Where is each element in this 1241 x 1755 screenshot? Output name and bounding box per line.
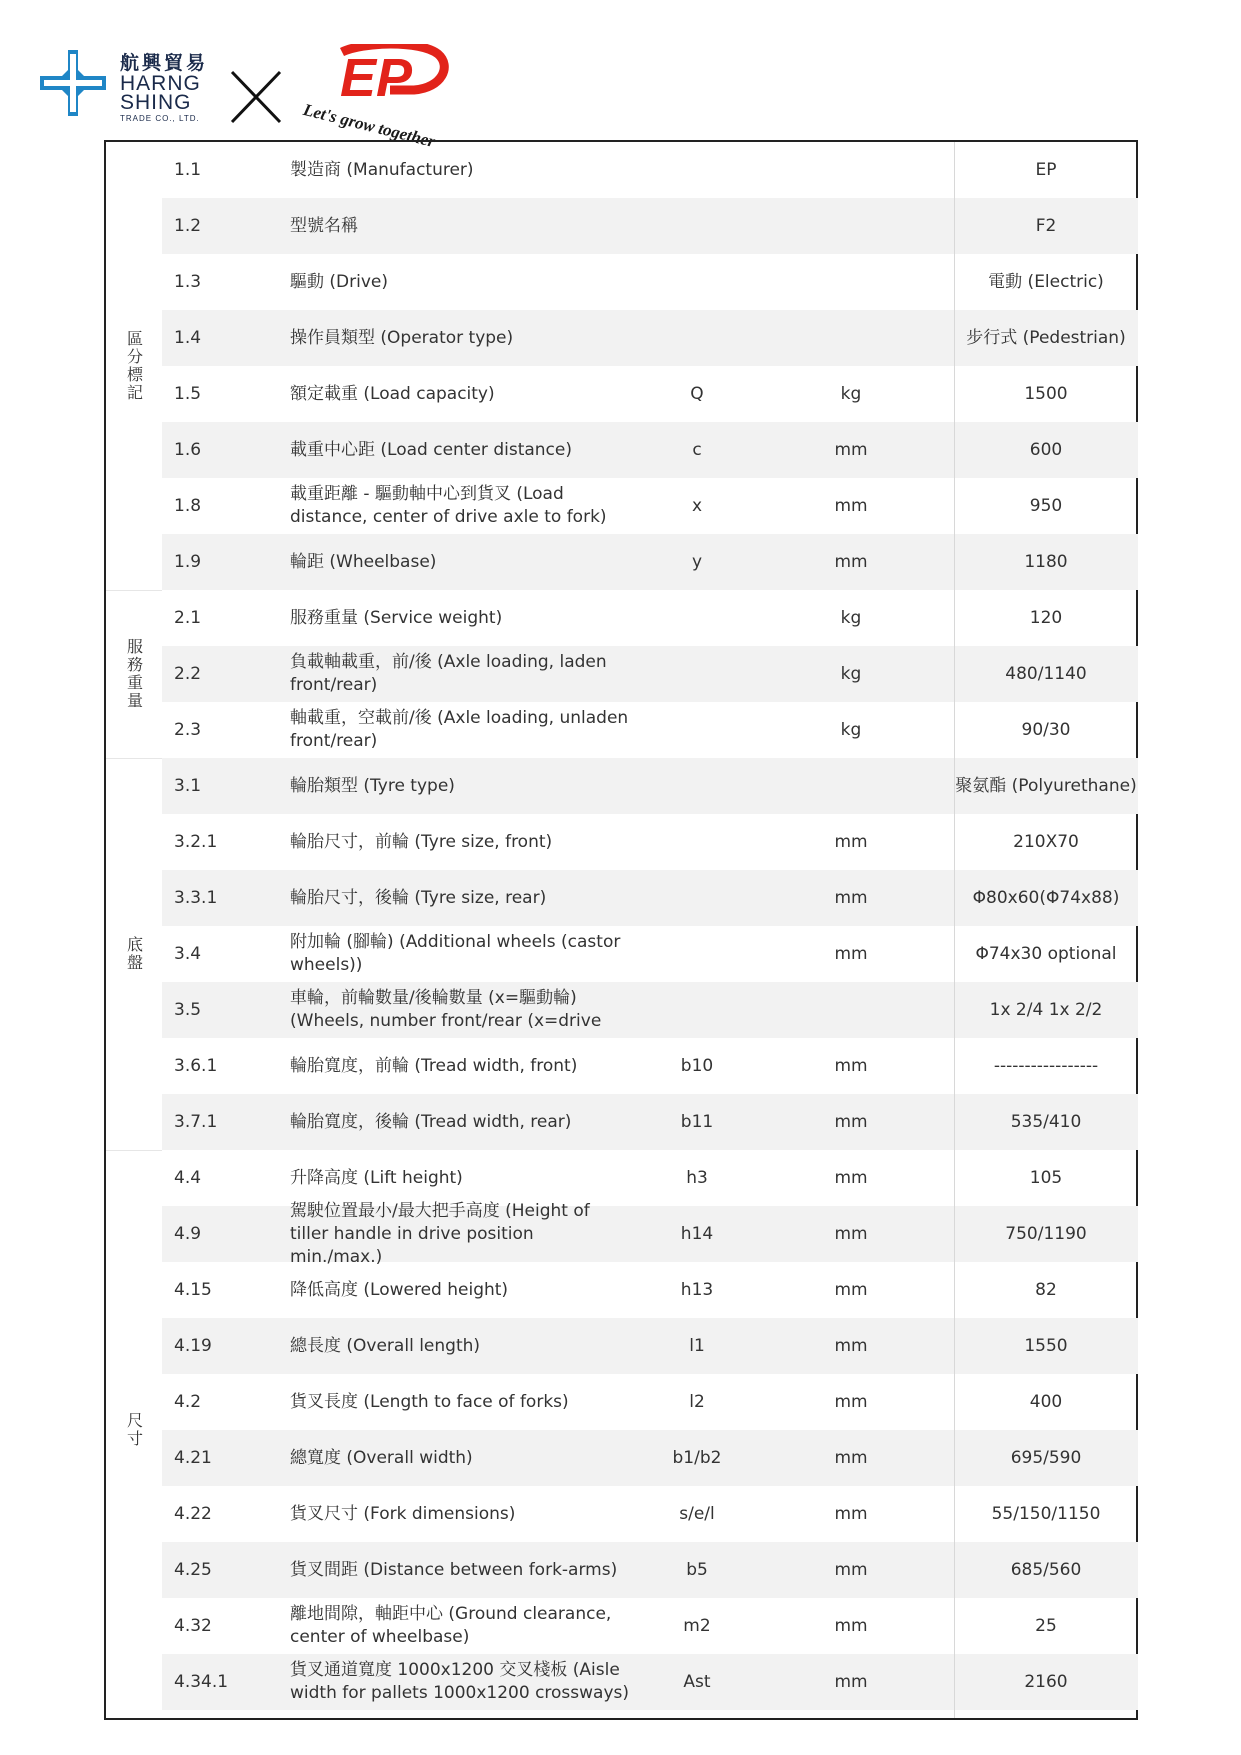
spec-value: ----------------- xyxy=(993,1055,1099,1076)
category-label: 尺寸 xyxy=(124,1412,144,1448)
spec-unit: mm xyxy=(834,1616,868,1636)
spec-description: 貨叉尺寸 (Fork dimensions) xyxy=(290,1503,516,1524)
harng-shing-name-line1: HARNG xyxy=(120,72,201,95)
spec-symbol xyxy=(640,702,754,758)
spec-symbol: h13 xyxy=(680,1280,714,1300)
spec-unit: mm xyxy=(834,1168,868,1188)
spec-symbol: l2 xyxy=(689,1392,705,1412)
spec-number: 4.22 xyxy=(174,1504,212,1524)
spec-value: 535/410 xyxy=(1010,1111,1082,1132)
spec-description: 額定載重 (Load capacity) xyxy=(290,383,495,404)
spec-number: 4.32 xyxy=(174,1616,212,1636)
spec-symbol xyxy=(640,814,754,870)
spec-value: 電動 (Electric) xyxy=(988,271,1104,292)
spec-unit: mm xyxy=(834,552,868,572)
spec-number: 3.1 xyxy=(174,776,202,796)
spec-value: 480/1140 xyxy=(1005,663,1087,684)
spec-value: 90/30 xyxy=(1021,719,1071,740)
spec-unit: mm xyxy=(834,1280,868,1300)
spec-symbol xyxy=(640,982,754,1038)
harng-shing-name-line2: SHING xyxy=(120,91,192,114)
category-label: 服務重量 xyxy=(124,638,144,710)
spec-unit xyxy=(794,310,908,366)
spec-description: 降低高度 (Lowered height) xyxy=(290,1279,509,1300)
category-cell xyxy=(106,142,162,590)
spec-value: 55/150/1150 xyxy=(991,1503,1101,1524)
spec-row xyxy=(162,758,1138,814)
spec-unit: mm xyxy=(834,832,868,852)
spec-description: 輪胎尺寸，後輪 (Tyre size, rear) xyxy=(290,887,547,908)
spec-row xyxy=(162,1542,1138,1598)
spec-number: 2.3 xyxy=(174,720,202,740)
spec-unit xyxy=(794,142,908,198)
spec-symbol: h3 xyxy=(686,1168,708,1188)
spec-unit xyxy=(794,198,908,254)
spec-row xyxy=(162,310,1138,366)
spec-unit: mm xyxy=(834,1056,868,1076)
spec-description: 總長度 (Overall length) xyxy=(290,1335,481,1356)
spec-row xyxy=(162,198,1138,254)
spec-unit: mm xyxy=(834,1504,868,1524)
spec-unit: kg xyxy=(840,720,862,740)
spec-value: 1180 xyxy=(1024,551,1068,572)
ep-brand-text: EP xyxy=(340,48,413,108)
spec-number: 1.5 xyxy=(174,384,202,404)
spec-description: 離地間隙，軸距中心 (Ground clearance, center of wheelbase) xyxy=(290,1604,612,1647)
spec-symbol xyxy=(640,254,754,310)
spec-unit: kg xyxy=(840,608,862,628)
spec-unit: mm xyxy=(834,888,868,908)
spec-row xyxy=(162,1262,1138,1318)
spec-row xyxy=(162,814,1138,870)
spec-description: 載重中心距 (Load center distance) xyxy=(290,439,572,460)
spec-description: 輪胎尺寸，前輪 (Tyre size, front) xyxy=(290,831,553,852)
spec-description: 貨叉長度 (Length to face of forks) xyxy=(290,1391,569,1412)
spec-row xyxy=(162,870,1138,926)
spec-value: 聚氨酯 (Polyurethane) xyxy=(955,775,1137,796)
spec-number: 3.7.1 xyxy=(174,1112,218,1132)
spec-row xyxy=(162,254,1138,310)
spec-symbol xyxy=(640,198,754,254)
harng-shing-subtitle: TRADE CO., LTD. xyxy=(120,114,200,123)
spec-value: 步行式 (Pedestrian) xyxy=(966,327,1126,348)
spec-row xyxy=(162,142,1138,198)
spec-symbol: b1/b2 xyxy=(672,1448,722,1468)
spec-symbol: b11 xyxy=(680,1112,714,1132)
category-cell xyxy=(106,758,162,1150)
spec-row xyxy=(162,982,1138,1038)
spec-row xyxy=(162,1318,1138,1374)
spec-description: 型號名稱 xyxy=(290,215,358,236)
collaboration-cross-icon xyxy=(226,68,284,126)
spec-value: 950 xyxy=(1029,495,1063,516)
spec-symbol: m2 xyxy=(683,1616,711,1636)
category-cell xyxy=(106,1150,162,1710)
spec-description: 輪距 (Wheelbase) xyxy=(290,551,437,572)
spec-value: 600 xyxy=(1029,439,1063,460)
spec-row xyxy=(162,1598,1138,1654)
spec-symbol: x xyxy=(691,496,703,516)
spec-number: 4.21 xyxy=(174,1448,212,1468)
spec-unit xyxy=(794,758,908,814)
category-separator xyxy=(106,1150,162,1151)
spec-unit: mm xyxy=(834,1112,868,1132)
spec-value: 2160 xyxy=(1024,1671,1068,1692)
spec-number: 4.25 xyxy=(174,1560,212,1580)
spec-value: 695/590 xyxy=(1010,1447,1082,1468)
spec-row xyxy=(162,1038,1138,1094)
spec-row xyxy=(162,422,1138,478)
spec-row xyxy=(162,926,1138,982)
page-header xyxy=(40,44,500,152)
spec-description: 軸載重，空載前/後 (Axle loading, unladen front/rear) xyxy=(290,708,629,751)
spec-value: 1500 xyxy=(1024,383,1068,404)
spec-value: F2 xyxy=(1035,215,1057,236)
category-cell xyxy=(106,590,162,758)
spec-number: 3.3.1 xyxy=(174,888,218,908)
spec-symbol xyxy=(640,926,754,982)
spec-row xyxy=(162,478,1138,534)
spec-number: 4.9 xyxy=(174,1224,202,1244)
spec-description: 輪胎類型 (Tyre type) xyxy=(290,775,455,796)
spec-value: 82 xyxy=(1035,1279,1057,1300)
spec-unit xyxy=(794,982,908,1038)
spec-row xyxy=(162,646,1138,702)
spec-unit: mm xyxy=(834,1224,868,1244)
spec-value: 1550 xyxy=(1024,1335,1068,1356)
spec-description: 驅動 (Drive) xyxy=(290,271,388,292)
spec-symbol: h14 xyxy=(680,1224,714,1244)
spec-unit: mm xyxy=(834,944,868,964)
spec-unit: mm xyxy=(834,1448,868,1468)
category-label: 底盤 xyxy=(124,936,144,972)
spec-row xyxy=(162,1150,1138,1206)
spec-number: 1.4 xyxy=(174,328,202,348)
spec-unit: kg xyxy=(840,384,862,404)
spec-number: 3.4 xyxy=(174,944,202,964)
spec-unit: kg xyxy=(840,664,862,684)
spec-description: 製造商 (Manufacturer) xyxy=(290,159,474,180)
spec-symbol: c xyxy=(692,440,702,460)
spec-value: 1x 2/4 1x 2/2 xyxy=(989,999,1103,1020)
spec-number: 4.15 xyxy=(174,1280,212,1300)
spec-row xyxy=(162,534,1138,590)
spec-number: 2.1 xyxy=(174,608,202,628)
spec-table xyxy=(104,140,1138,1720)
spec-description: 負載軸載重，前/後 (Axle loading, laden front/rear) xyxy=(290,652,607,695)
spec-row xyxy=(162,702,1138,758)
spec-row xyxy=(162,1430,1138,1486)
spec-number: 4.2 xyxy=(174,1392,202,1412)
spec-description: 總寬度 (Overall width) xyxy=(290,1447,473,1468)
spec-number: 4.34.1 xyxy=(174,1672,229,1692)
spec-unit: mm xyxy=(834,1392,868,1412)
value-column-divider xyxy=(954,142,955,1718)
spec-value: 400 xyxy=(1029,1391,1063,1412)
spec-description: 貨叉通道寬度 1000x1200 交叉棧板 (Aisle width for pallets 1000x1200 crossways) xyxy=(290,1660,630,1703)
spec-symbol: Ast xyxy=(683,1672,711,1692)
spec-number: 1.1 xyxy=(174,160,202,180)
spec-number: 4.4 xyxy=(174,1168,202,1188)
spec-value: EP xyxy=(1035,159,1057,180)
spec-value: 25 xyxy=(1035,1615,1057,1636)
spec-number: 3.5 xyxy=(174,1000,202,1020)
harng-shing-logo-icon xyxy=(40,50,106,116)
spec-symbol: y xyxy=(691,552,703,572)
spec-symbol xyxy=(640,870,754,926)
spec-description: 附加輪 (腳輪) (Additional wheels (castor wheels)) xyxy=(290,932,621,975)
spec-number: 1.2 xyxy=(174,216,202,236)
spec-row xyxy=(162,1094,1138,1150)
spec-row xyxy=(162,1200,1138,1267)
spec-number: 4.19 xyxy=(174,1336,212,1356)
spec-symbol: Q xyxy=(690,384,704,404)
spec-value: 750/1190 xyxy=(1005,1223,1087,1244)
spec-unit: mm xyxy=(834,440,868,460)
spec-row xyxy=(162,366,1138,422)
spec-value: Φ80x60(Φ74x88) xyxy=(972,887,1120,908)
spec-symbol xyxy=(640,310,754,366)
spec-description: 操作員類型 (Operator type) xyxy=(290,327,514,348)
spec-description: 服務重量 (Service weight) xyxy=(290,607,503,628)
category-label: 區分標記 xyxy=(124,330,144,402)
spec-row xyxy=(162,1654,1138,1710)
harng-shing-chinese-name: 航興貿易 xyxy=(120,52,209,74)
spec-value: 120 xyxy=(1029,607,1063,628)
spec-number: 3.6.1 xyxy=(174,1056,218,1076)
spec-number: 1.6 xyxy=(174,440,202,460)
spec-symbol: b10 xyxy=(680,1056,714,1076)
spec-number: 1.9 xyxy=(174,552,202,572)
spec-description: 車輪，前輪數量/後輪數量 (x=驅動輪) (Wheels, number front/rear (x=drive xyxy=(290,988,602,1031)
spec-unit xyxy=(794,254,908,310)
spec-description: 貨叉間距 (Distance between fork-arms) xyxy=(290,1559,618,1580)
spec-unit: mm xyxy=(834,1560,868,1580)
harng-shing-wordmark xyxy=(120,52,208,123)
spec-number: 1.8 xyxy=(174,496,202,516)
category-separator xyxy=(106,590,162,591)
spec-symbol: s/e/l xyxy=(679,1504,715,1524)
spec-unit: mm xyxy=(834,496,868,516)
spec-symbol: b5 xyxy=(686,1560,708,1580)
spec-description: 輪胎寬度，前輪 (Tread width, front) xyxy=(290,1055,578,1076)
spec-description: 駕駛位置最小/最大把手高度 (Height of tiller handle in drive position min./max.) xyxy=(290,1200,590,1267)
category-separator xyxy=(106,758,162,759)
spec-value: Φ74x30 optional xyxy=(975,943,1117,964)
spec-row xyxy=(162,590,1138,646)
spec-symbol xyxy=(640,590,754,646)
spec-description: 輪胎寬度，後輪 (Tread width, rear) xyxy=(290,1111,572,1132)
spec-value: 210X70 xyxy=(1013,831,1079,852)
spec-symbol xyxy=(640,142,754,198)
spec-number: 3.2.1 xyxy=(174,832,218,852)
spec-description: 載重距離 - 驅動軸中心到貨叉 (Load distance, center of drive axle to fork) xyxy=(290,484,607,527)
spec-description: 升降高度 (Lift height) xyxy=(290,1167,463,1188)
spec-symbol xyxy=(640,758,754,814)
spec-unit: mm xyxy=(834,1672,868,1692)
spec-unit: mm xyxy=(834,1336,868,1356)
spec-number: 1.3 xyxy=(174,272,202,292)
ep-tagline: Let's grow together xyxy=(301,100,438,152)
spec-row xyxy=(162,1374,1138,1430)
category-column xyxy=(106,142,162,1718)
spec-symbol xyxy=(640,646,754,702)
spec-symbol: l1 xyxy=(689,1336,705,1356)
spec-value: 685/560 xyxy=(1010,1559,1082,1580)
spec-row xyxy=(162,1486,1138,1542)
spec-value: 105 xyxy=(1029,1167,1063,1188)
spec-number: 2.2 xyxy=(174,664,202,684)
